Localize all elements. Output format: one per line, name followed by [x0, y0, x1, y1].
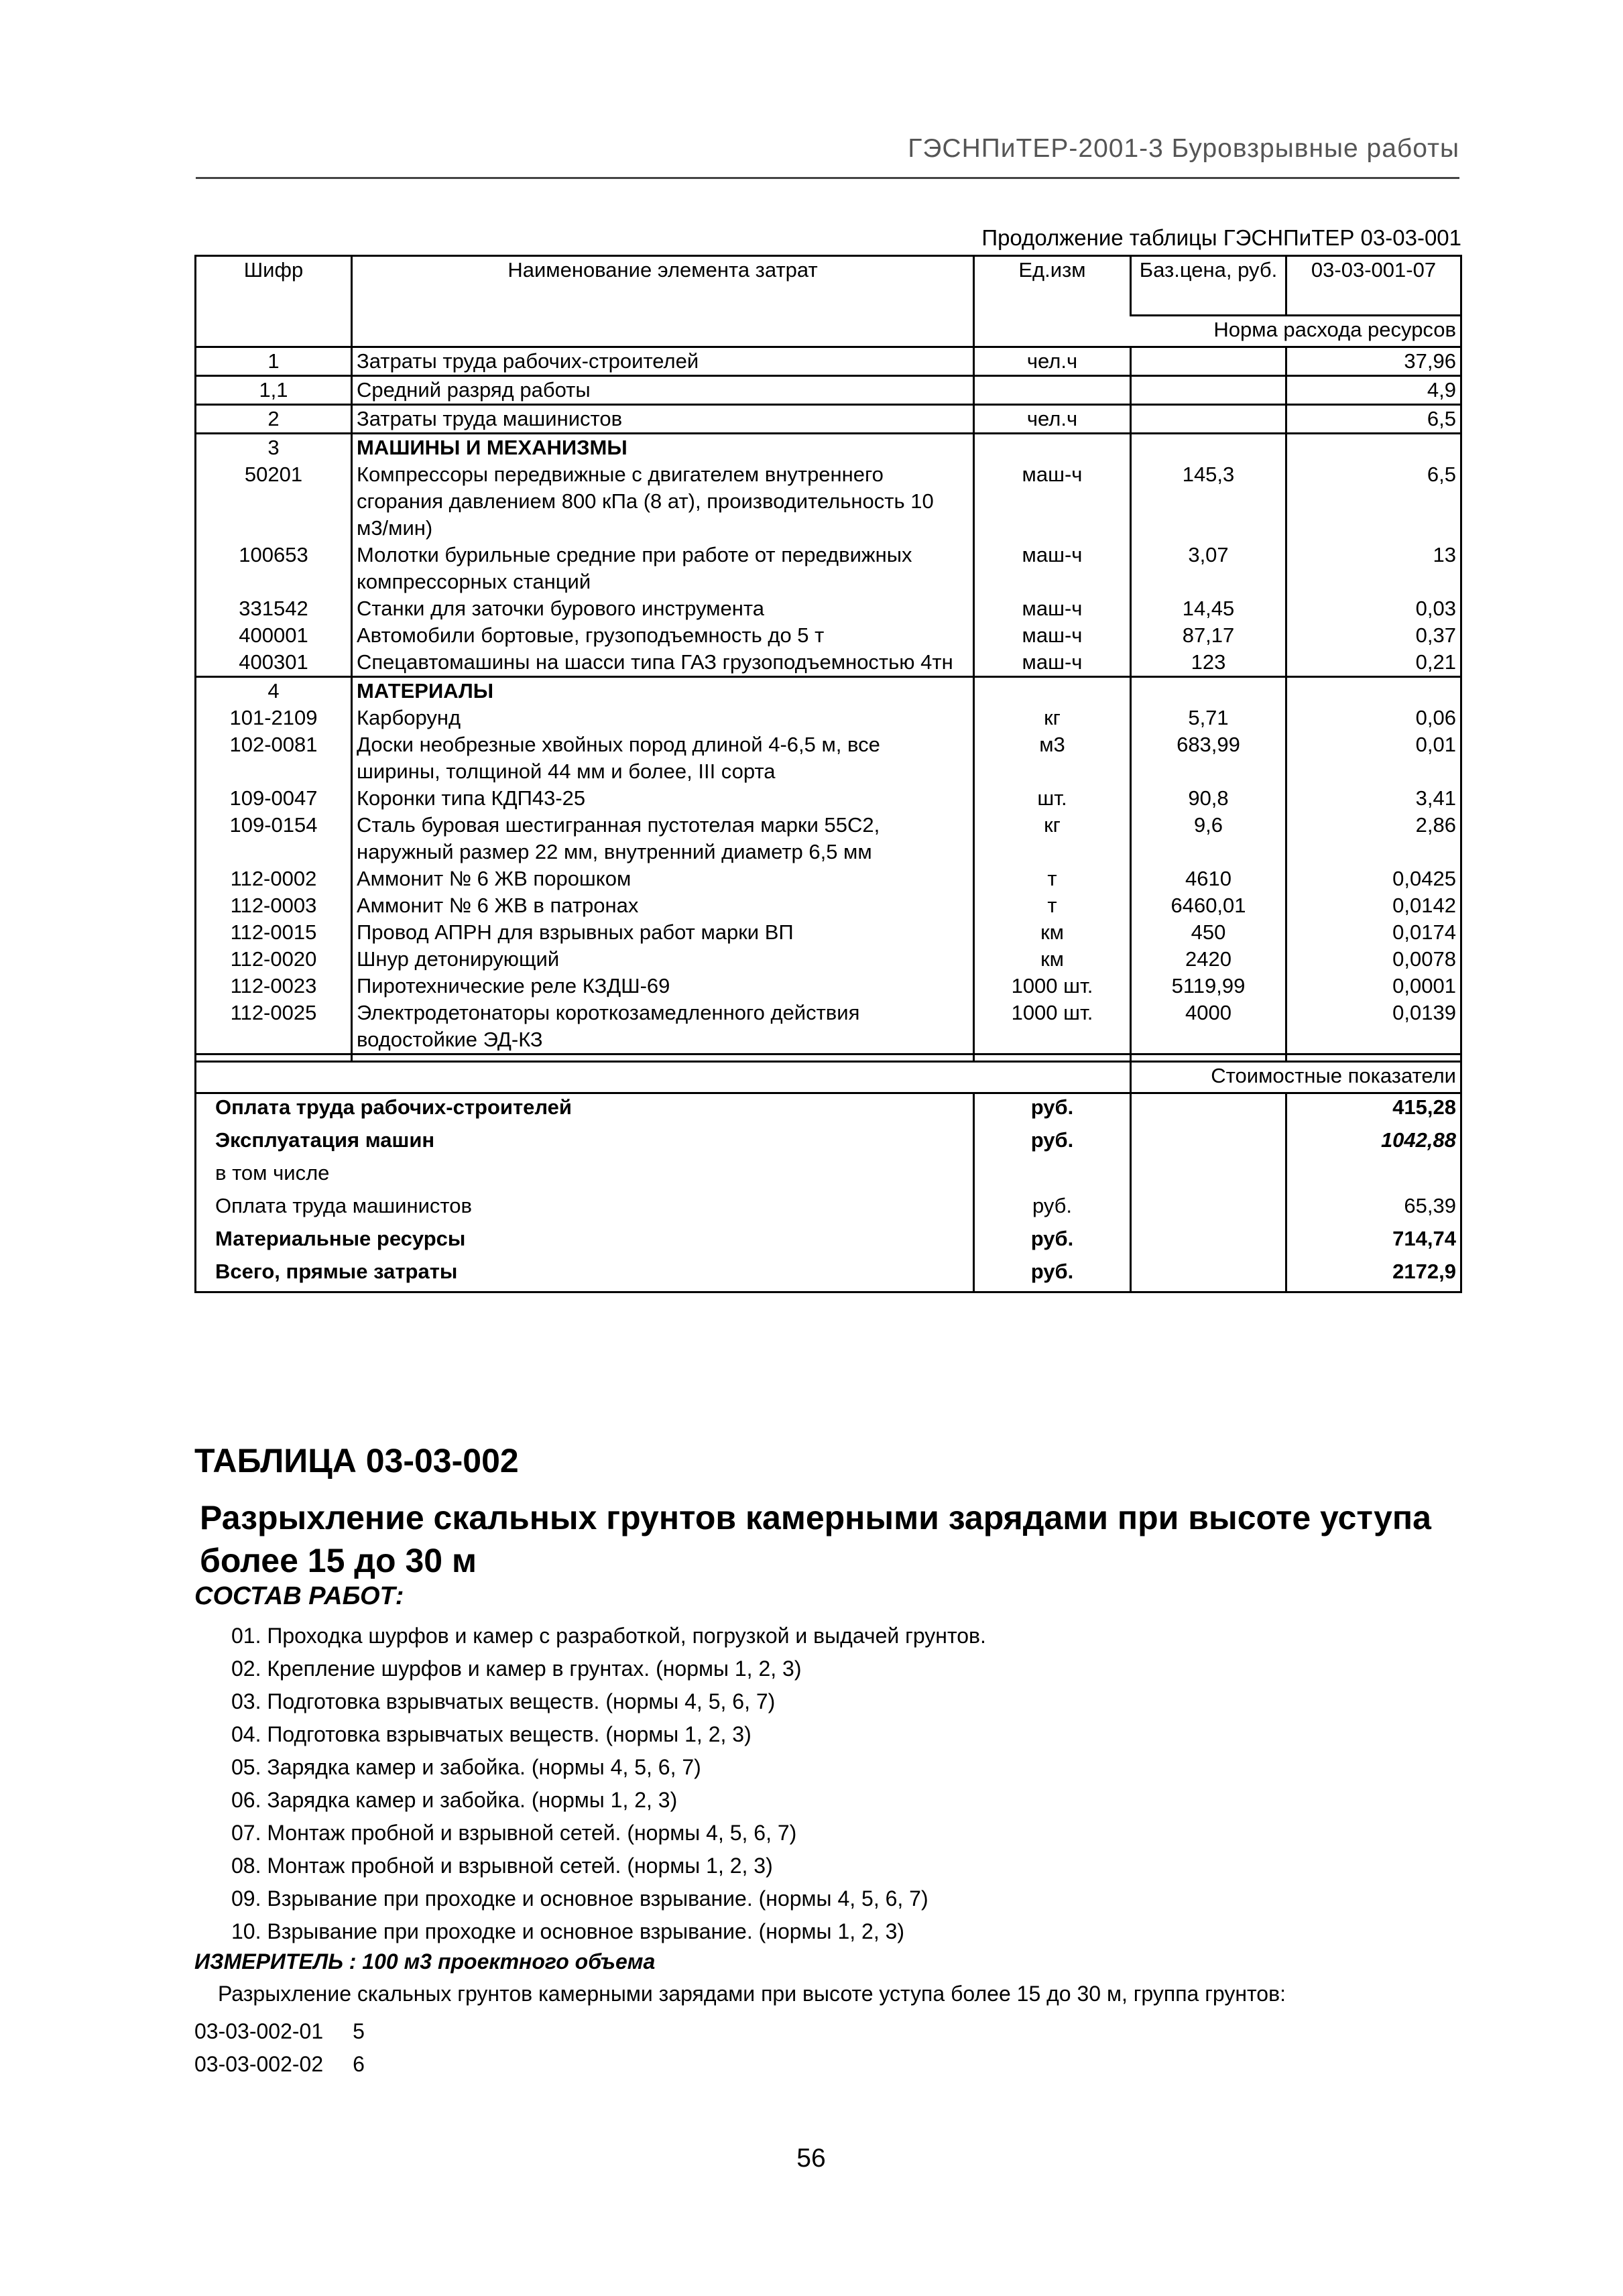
row-name: Сталь буровая шестигранная пустотелая марки 55С2, наружный размер 22 мм, внутренний диаметр 6,5 мм: [352, 812, 974, 865]
cost-unit: руб.: [974, 1127, 1131, 1160]
norm-code-line: [194, 2015, 365, 2048]
cost-name: Оплата труда рабочих-строителей: [196, 1093, 974, 1128]
row-unit: км: [974, 919, 1131, 946]
table-row: [196, 542, 1461, 595]
row-value: 2,86: [1286, 812, 1461, 865]
row-unit: чел.ч: [974, 347, 1131, 376]
cost-row: [196, 1093, 1461, 1128]
row-value: 0,21: [1286, 649, 1461, 677]
row-name: Затраты труда рабочих-строителей: [352, 347, 974, 376]
row-price: 90,8: [1131, 785, 1286, 812]
header-rule: [196, 177, 1459, 179]
table-row: [196, 705, 1461, 731]
row-name: Автомобили бортовые, грузоподъемность до 5 т: [352, 622, 974, 649]
norm-code-line: [194, 2048, 365, 2081]
row-code: 2: [196, 405, 352, 434]
cost-name: в том числе: [196, 1160, 974, 1193]
row-unit: кг: [974, 812, 1131, 865]
row-code: 109-0047: [196, 785, 352, 812]
row-unit: маш-ч: [974, 542, 1131, 595]
row-name: Аммонит № 6 ЖВ в патронах: [352, 892, 974, 919]
row-code: 1: [196, 347, 352, 376]
row-value: 0,01: [1286, 731, 1461, 785]
work-item: 03. Подготовка взрывчатых веществ. (нормы 4, 5, 6, 7): [231, 1689, 776, 1713]
header-name: Наименование элемента затрат: [352, 256, 974, 316]
norm-codes: [194, 2015, 365, 2081]
row-price: [1131, 376, 1286, 405]
page-number: 56: [796, 2144, 826, 2173]
row-name: Провод АПРН для взрывных работ марки ВП: [352, 919, 974, 946]
row-unit: маш-ч: [974, 649, 1131, 677]
cost-value: [1286, 1160, 1461, 1193]
table-row: [196, 919, 1461, 946]
norm-description: Разрыхление скальных грунтов камерными зарядами при высоте уступа более 15 до 30 м, группа грунтов:: [218, 1982, 1286, 2006]
row-value: 37,96: [1286, 347, 1461, 376]
row-name: Молотки бурильные средние при работе от передвижных компрессорных станций: [352, 542, 974, 595]
cost-name: Всего, прямые затраты: [196, 1258, 974, 1292]
row-price: 4000: [1131, 1000, 1286, 1054]
row-code: 400001: [196, 622, 352, 649]
row-unit: шт.: [974, 785, 1131, 812]
table-row: [196, 1000, 1461, 1054]
row-value: 6,5: [1286, 461, 1461, 542]
row-unit: маш-ч: [974, 622, 1131, 649]
cost-label: Стоимостные показатели: [1131, 1062, 1461, 1093]
work-item: 05. Зарядка камер и забойка. (нормы 4, 5, 6, 7): [231, 1755, 701, 1779]
row-unit: маш-ч: [974, 595, 1131, 622]
work-item: 06. Зарядка камер и забойка. (нормы 1, 2, 3): [231, 1788, 678, 1812]
table-row: [196, 347, 1461, 376]
header-unit: Ед.изм: [974, 256, 1131, 316]
row-price: 9,6: [1131, 812, 1286, 865]
cost-row: [196, 1193, 1461, 1225]
row-value: 0,03: [1286, 595, 1461, 622]
continuation-caption: Продолжение таблицы ГЭСНПиТЕР 03-03-001: [981, 225, 1461, 250]
row-value: 0,06: [1286, 705, 1461, 731]
row-name: Шнур детонирующий: [352, 946, 974, 973]
header-norm-code: 03-03-001-07: [1286, 256, 1461, 316]
header-code: Шифр: [196, 256, 352, 316]
row-price: [1131, 347, 1286, 376]
row-name: Аммонит № 6 ЖВ порошком: [352, 865, 974, 892]
row-code: 112-0025: [196, 1000, 352, 1054]
row-code: 109-0154: [196, 812, 352, 865]
cost-name: Эксплуатация машин: [196, 1127, 974, 1160]
row-unit: 1000 шт.: [974, 1000, 1131, 1054]
row-unit: [974, 434, 1131, 462]
row-name: Компрессоры передвижные с двигателем внутреннего сгорания давлением 800 кПа (8 ат), производительность 10 м3/мин): [352, 461, 974, 542]
soil-group: 5: [353, 2019, 365, 2043]
row-price: [1131, 677, 1286, 705]
row-value: 0,0078: [1286, 946, 1461, 973]
row-name: Станки для заточки бурового инструмента: [352, 595, 974, 622]
work-item: 02. Крепление шурфов и камер в грунтах. (нормы 1, 2, 3): [231, 1656, 802, 1681]
row-name: Карборунд: [352, 705, 974, 731]
norm-code: 03-03-002-02: [194, 2052, 324, 2076]
table-row: [196, 677, 1461, 705]
norm-label-row: [196, 316, 1461, 347]
row-price: 4610: [1131, 865, 1286, 892]
cost-unit: руб.: [974, 1193, 1131, 1225]
row-unit: км: [974, 946, 1131, 973]
row-name: Пиротехнические реле КЗДШ-69: [352, 973, 974, 1000]
row-name: МАТЕРИАЛЫ: [352, 677, 974, 705]
cost-row: [196, 1258, 1461, 1292]
row-price: 87,17: [1131, 622, 1286, 649]
row-code: 3: [196, 434, 352, 462]
row-price: 14,45: [1131, 595, 1286, 622]
cost-unit: руб.: [974, 1093, 1131, 1128]
row-unit: [974, 376, 1131, 405]
row-price: [1131, 434, 1286, 462]
row-value: 6,5: [1286, 405, 1461, 434]
table-row: [196, 812, 1461, 865]
work-item: 10. Взрывание при проходке и основное взрывание. (нормы 1, 2, 3): [231, 1919, 905, 1943]
norm-label: Норма расхода ресурсов: [1131, 316, 1461, 347]
row-name: Затраты труда машинистов: [352, 405, 974, 434]
norm-code: 03-03-002-01: [194, 2019, 324, 2043]
row-price: 5119,99: [1131, 973, 1286, 1000]
row-unit: чел.ч: [974, 405, 1131, 434]
cost-row: [196, 1225, 1461, 1258]
row-price: 3,07: [1131, 542, 1286, 595]
work-item: 08. Монтаж пробной и взрывной сетей. (нормы 1, 2, 3): [231, 1854, 773, 1878]
table-row: [196, 892, 1461, 919]
row-code: 112-0003: [196, 892, 352, 919]
header-price: Баз.цена, руб.: [1131, 256, 1286, 316]
row-value: [1286, 434, 1461, 462]
table-row: [196, 376, 1461, 405]
table-row: [196, 434, 1461, 462]
row-code: 102-0081: [196, 731, 352, 785]
row-code: 1,1: [196, 376, 352, 405]
soil-group: 6: [353, 2052, 365, 2076]
resource-table: [194, 255, 1462, 1293]
row-value: 0,0139: [1286, 1000, 1461, 1054]
table-row: [196, 946, 1461, 973]
row-code: 112-0020: [196, 946, 352, 973]
work-item: 01. Проходка шурфов и камер с разработкой, погрузкой и выдачей грунтов.: [231, 1624, 986, 1648]
cost-unit: руб.: [974, 1258, 1131, 1292]
row-code: 100653: [196, 542, 352, 595]
table-row: [196, 405, 1461, 434]
table-row: [196, 595, 1461, 622]
work-item: 04. Подготовка взрывчатых веществ. (нормы 1, 2, 3): [231, 1722, 752, 1746]
cost-value: 65,39: [1286, 1193, 1461, 1225]
row-price: 6460,01: [1131, 892, 1286, 919]
row-unit: т: [974, 865, 1131, 892]
row-value: 3,41: [1286, 785, 1461, 812]
row-price: [1131, 405, 1286, 434]
section-subtitle: Разрыхление скальных грунтов камерными зарядами при высоте уступа более 15 до 30 м: [200, 1499, 1431, 1579]
row-code: 112-0023: [196, 973, 352, 1000]
cost-value: 2172,9: [1286, 1258, 1461, 1292]
cost-label-row: [196, 1062, 1461, 1093]
row-code: 101-2109: [196, 705, 352, 731]
row-unit: маш-ч: [974, 461, 1131, 542]
row-code: 331542: [196, 595, 352, 622]
row-value: 13: [1286, 542, 1461, 595]
row-price: 683,99: [1131, 731, 1286, 785]
row-unit: кг: [974, 705, 1131, 731]
work-composition-label: СОСТАВ РАБОТ:: [194, 1582, 404, 1610]
section-title: ТАБЛИЦА 03-03-002: [194, 1442, 519, 1479]
table-row: [196, 461, 1461, 542]
row-value: 0,0142: [1286, 892, 1461, 919]
work-item: 07. Монтаж пробной и взрывной сетей. (нормы 4, 5, 6, 7): [231, 1821, 797, 1845]
row-price: 5,71: [1131, 705, 1286, 731]
row-name: Коронки типа КДП43-25: [352, 785, 974, 812]
row-value: [1286, 677, 1461, 705]
row-price: 145,3: [1131, 461, 1286, 542]
row-value: 0,0425: [1286, 865, 1461, 892]
table-row: [196, 865, 1461, 892]
row-price: 123: [1131, 649, 1286, 677]
row-name: Средний разряд работы: [352, 376, 974, 405]
row-price: 2420: [1131, 946, 1286, 973]
row-value: 0,0174: [1286, 919, 1461, 946]
row-price: 450: [1131, 919, 1286, 946]
table-row: [196, 785, 1461, 812]
row-name: Спецавтомашины на шасси типа ГАЗ грузоподъемностью 4тн: [352, 649, 974, 677]
row-code: 112-0015: [196, 919, 352, 946]
cost-value: 415,28: [1286, 1093, 1461, 1128]
table-row: [196, 731, 1461, 785]
row-value: 0,0001: [1286, 973, 1461, 1000]
row-name: Электродетонаторы короткозамедленного действия водостойкие ЭД-КЗ: [352, 1000, 974, 1054]
row-unit: м3: [974, 731, 1131, 785]
cost-name: Материальные ресурсы: [196, 1225, 974, 1258]
row-code: 4: [196, 677, 352, 705]
row-code: 50201: [196, 461, 352, 542]
row-value: 4,9: [1286, 376, 1461, 405]
cost-unit: руб.: [974, 1225, 1131, 1258]
table-row: [196, 973, 1461, 1000]
measure-unit: ИЗМЕРИТЕЛЬ : 100 м3 проектного объема: [194, 1949, 656, 1974]
work-list: [231, 1620, 986, 1948]
row-name: МАШИНЫ И МЕХАНИЗМЫ: [352, 434, 974, 462]
row-value: 0,37: [1286, 622, 1461, 649]
cost-unit: [974, 1160, 1131, 1193]
row-unit: [974, 677, 1131, 705]
table-row: [196, 622, 1461, 649]
cost-row: [196, 1127, 1461, 1160]
cost-name: Оплата труда машинистов: [196, 1193, 974, 1225]
cost-value: 714,74: [1286, 1225, 1461, 1258]
row-code: 400301: [196, 649, 352, 677]
cost-row: [196, 1160, 1461, 1193]
running-title: ГЭСНПиТЕР-2001-3 Буровзрывные работы: [908, 134, 1459, 163]
work-item: 09. Взрывание при проходке и основное взрывание. (нормы 4, 5, 6, 7): [231, 1886, 928, 1911]
table-header-row: [196, 256, 1461, 316]
row-unit: т: [974, 892, 1131, 919]
row-name: Доски необрезные хвойных пород длиной 4-6,5 м, все ширины, толщиной 44 мм и более, III сорта: [352, 731, 974, 785]
row-code: 112-0002: [196, 865, 352, 892]
row-unit: 1000 шт.: [974, 973, 1131, 1000]
table-row: [196, 649, 1461, 677]
cost-value: 1042,88: [1286, 1127, 1461, 1160]
